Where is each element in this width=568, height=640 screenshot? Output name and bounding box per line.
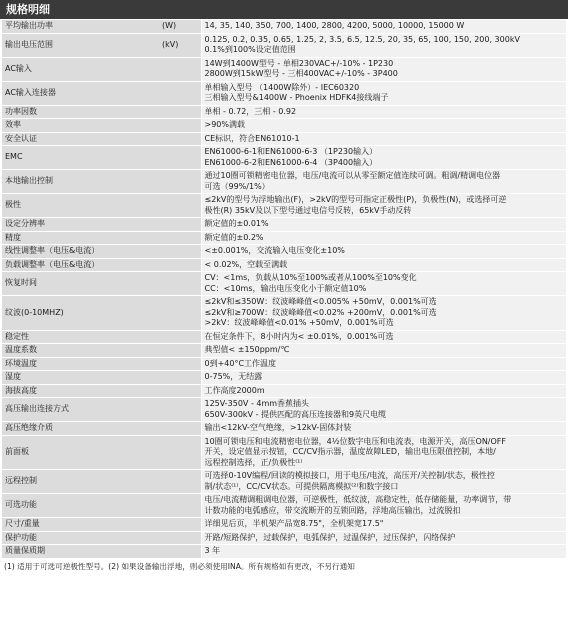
spec-row (2, 20, 566, 34)
spec-unit (159, 357, 201, 371)
spec-label: 稳定性 (2, 330, 159, 344)
spec-value-line: 详细见后页，半机架产品宽8.75"，全机架宽17.5" (204, 519, 384, 528)
spec-value-line: 制/状态⁽¹⁾，CC/CV状态。可提供隔离模拟⁽²⁾和数字接口 (204, 481, 399, 491)
spec-value (201, 330, 566, 344)
spec-value-line: CV：<1ms，负载从10%至100%或者从100%至10%变化 (204, 273, 417, 282)
spec-row (2, 33, 566, 57)
spec-row (2, 296, 566, 331)
spec-value-line: 开关，设定值显示按钮，CC/CV指示器，温度故障LED，输出电压限值控制，本地/ (204, 447, 496, 456)
spec-unit (159, 470, 201, 494)
spec-row (2, 57, 566, 81)
spec-value (201, 344, 566, 358)
spec-value (201, 81, 566, 105)
spec-value-line: 额定值的±0.2% (204, 232, 264, 242)
spec-unit (159, 435, 201, 470)
spec-row (2, 357, 566, 371)
spec-label: 温度系数 (2, 344, 159, 358)
spec-unit (159, 296, 201, 331)
spec-label: 可选功能 (2, 494, 159, 518)
spec-row (2, 531, 566, 545)
spec-value (201, 146, 566, 170)
spec-label: 环境温度 (2, 357, 159, 371)
spec-label: 平均输出功率 (2, 20, 159, 34)
spec-value-line: 0到+40°C工作温度 (204, 358, 277, 368)
spec-row (2, 398, 566, 422)
spec-value (201, 371, 566, 385)
spec-value-line: 单相 - 0.72，三相 - 0.92 (204, 106, 297, 116)
spec-unit (159, 170, 201, 194)
spec-value (201, 20, 566, 34)
spec-unit (159, 258, 201, 272)
spec-label: 功率因数 (2, 105, 159, 119)
spec-unit (159, 132, 201, 146)
spec-value (201, 258, 566, 272)
spec-unit: (kV) (159, 33, 201, 57)
spec-value-line: 三相输入型号&1400W - Phoenix HDFK4接线端子 (204, 93, 389, 102)
spec-value-line: 极性(R) 35kV及以下型号通过电信号反转，65kV手动反转 (204, 205, 412, 215)
spec-row (2, 81, 566, 105)
spec-value-line: 单相输入型号 （1400W除外）- IEC60320 (204, 82, 360, 92)
spec-value (201, 57, 566, 81)
spec-value-line: 14, 35, 140, 350, 700, 1400, 2800, 4200, 5000, 10000, 15000 W (204, 21, 465, 30)
spec-row (2, 272, 566, 296)
spec-value-line: 额定值的±0.01% (204, 219, 269, 228)
spec-row (2, 344, 566, 358)
spec-value-line: >90%满载 (204, 120, 245, 129)
section-title: 规格明细 (0, 0, 568, 19)
spec-row (2, 384, 566, 398)
spec-label: 保护功能 (2, 531, 159, 545)
spec-unit (159, 531, 201, 545)
spec-unit (159, 494, 201, 518)
spec-value (201, 531, 566, 545)
spec-row (2, 545, 566, 558)
spec-value-line: 0.125, 0.2, 0.35, 0.65, 1.25, 2, 3.5, 6.5, 12.5, 20, 35, 65, 100, 150, 200, 300kV (204, 34, 520, 44)
spec-label: 高压绝缘介质 (2, 422, 159, 436)
spec-row (2, 119, 566, 133)
spec-label: 远程控制 (2, 470, 159, 494)
spec-value-line: 计数功能的电弧感应，带交流断开的互锁回路，浮地高压输出，过流脱扣 (204, 505, 461, 515)
spec-unit (159, 344, 201, 358)
spec-value-line: < 0.02%，空载至满载 (204, 259, 288, 269)
spec-label: EMC (2, 146, 159, 170)
spec-value-line: 10圈可锁电压和电流精密电位器，4½位数字电压和电流表，电源开关，高压ON/OFF (204, 436, 506, 446)
spec-value-line: EN61000-6-2和EN61000-6-4 （3P400输入） (204, 157, 378, 167)
spec-value-line: 开路/短路保护，过载保护，电弧保护，过温保护，过压保护，闪络保护 (204, 532, 456, 542)
footnote: (1) 适用于可选可逆极性型号。(2) 如果设备输出浮地，则必须使用INA。所有规格如有更改，不另行通知 (4, 561, 355, 571)
spec-value (201, 272, 566, 296)
spec-unit (159, 384, 201, 398)
spec-unit (159, 518, 201, 532)
spec-value (201, 245, 566, 259)
spec-value (201, 545, 566, 558)
spec-unit (159, 81, 201, 105)
spec-row (2, 494, 566, 518)
spec-value-line: >2kV：纹波峰峰值<0.01% +50mV，0.001%可选 (204, 318, 394, 327)
spec-unit (159, 146, 201, 170)
spec-value-line: 0.1%到100%设定值范围 (204, 45, 296, 54)
spec-value (201, 231, 566, 245)
spec-row (2, 170, 566, 194)
spec-row (2, 105, 566, 119)
spec-row (2, 194, 566, 218)
spec-label: 湿度 (2, 371, 159, 385)
spec-value-line: 输出<12kV-空气绝缘，>12kV-固体封装 (204, 423, 352, 432)
spec-row (2, 218, 566, 232)
spec-value (201, 105, 566, 119)
spec-label: 极性 (2, 194, 159, 218)
spec-unit (159, 245, 201, 259)
spec-table (2, 19, 566, 558)
spec-value-line: EN61000-6-1和EN61000-6-3 （1P230输入） (204, 147, 378, 156)
spec-label: 高压输出连接方式 (2, 398, 159, 422)
spec-value-line: CC：<10ms，输出电压变化小于额定值10% (204, 283, 367, 293)
spec-label: 安全认证 (2, 132, 159, 146)
spec-value-line: 14W到1400W型号 - 单相230VAC+/-10% - 1P230 (204, 58, 394, 68)
spec-unit (159, 231, 201, 245)
spec-unit (159, 57, 201, 81)
spec-value-line: 远程控制选择，正/负极性⁽¹⁾ (204, 457, 303, 467)
spec-value (201, 132, 566, 146)
spec-unit (159, 119, 201, 133)
spec-unit (159, 371, 201, 385)
spec-value (201, 435, 566, 470)
spec-value (201, 194, 566, 218)
spec-label: 精度 (2, 231, 159, 245)
spec-label: 线性调整率（电压&电流） (2, 245, 159, 259)
spec-value-line: 典型值< ±150ppm/℃ (204, 345, 290, 354)
spec-row (2, 132, 566, 146)
spec-label: 效率 (2, 119, 159, 133)
spec-value (201, 119, 566, 133)
spec-value-line: 2800W到15kW型号 - 三相400VAC+/-10% - 3P400 (204, 69, 398, 78)
spec-row (2, 330, 566, 344)
spec-unit (159, 105, 201, 119)
spec-row (2, 422, 566, 436)
spec-row (2, 245, 566, 259)
spec-value-line: 3 年 (204, 546, 221, 555)
spec-unit (159, 330, 201, 344)
spec-value-line: <±0.001%，交流输入电压变化±10% (204, 246, 345, 255)
spec-value (201, 33, 566, 57)
spec-value (201, 384, 566, 398)
spec-unit (159, 398, 201, 422)
spec-value-line: ≤2kV的型号为浮地输出(F)，>2kV的型号可指定正极性(P)，负极性(N)，或选择可逆 (204, 195, 507, 204)
spec-value (201, 494, 566, 518)
spec-row (2, 231, 566, 245)
spec-value (201, 218, 566, 232)
spec-row (2, 435, 566, 470)
spec-value-line: 可选择0-10V编程/回读的模拟接口，用于电压/电流，高压开/关控制/状态，极性控 (204, 471, 495, 480)
spec-unit: (W) (159, 20, 201, 34)
spec-row (2, 518, 566, 532)
spec-value (201, 296, 566, 331)
spec-value (201, 518, 566, 532)
spec-row (2, 470, 566, 494)
spec-label: AC输入 (2, 57, 159, 81)
spec-label: 本地输出控制 (2, 170, 159, 194)
spec-label: 负载调整率（电压&电流） (2, 258, 159, 272)
spec-value-line: CE标识，符合EN61010-1 (204, 133, 300, 143)
spec-value (201, 470, 566, 494)
spec-value (201, 422, 566, 436)
spec-value (201, 170, 566, 194)
spec-row (2, 146, 566, 170)
spec-label: 输出电压范围 (2, 33, 159, 57)
spec-unit (159, 545, 201, 558)
spec-label: 质量保质期 (2, 545, 159, 558)
spec-label: AC输入连接器 (2, 81, 159, 105)
spec-value-line: 650V-300kV - 提供匹配的高压连接器和9英尺电缆 (204, 409, 387, 419)
spec-label: 尺寸/重量 (2, 518, 159, 532)
spec-value-line: 125V-350V - 4mm香蕉插头 (204, 399, 310, 408)
spec-value-line: 0-75%，无结露 (204, 372, 263, 381)
spec-row (2, 371, 566, 385)
spec-label: 设定分辨率 (2, 218, 159, 232)
spec-unit (159, 422, 201, 436)
spec-value-line: 可选（99%/1%） (204, 181, 270, 191)
spec-label: 纹波(0-10MHZ) (2, 296, 159, 331)
spec-value-line: 在恒定条件下，8小时内为< ±0.01%，0.001%可选 (204, 331, 394, 341)
spec-label: 恢复时间 (2, 272, 159, 296)
spec-value-line: 电压/电流精调粗调电位器，可逆极性，低纹波，高稳定性，低存储能量，功率调节，带 (204, 495, 512, 504)
spec-value-line: 工作高度2000m (204, 385, 265, 395)
spec-unit (159, 194, 201, 218)
spec-value (201, 398, 566, 422)
spec-label: 前面板 (2, 435, 159, 470)
spec-row (2, 258, 566, 272)
spec-value-line: ≤2kV和≥700W：纹波峰峰值<0.02% +200mV，0.001%可选 (204, 307, 437, 317)
spec-label: 海拔高度 (2, 384, 159, 398)
spec-value-line: 通过10圈可锁精密电位器，电压/电流可以从零至额定值连续可调。粗调/精调电位器 (204, 171, 501, 180)
spec-value (201, 357, 566, 371)
spec-unit (159, 272, 201, 296)
spec-unit (159, 218, 201, 232)
spec-value-line: ≤2kV和≤350W：纹波峰峰值<0.005% +50mV，0.001%可选 (204, 297, 437, 306)
